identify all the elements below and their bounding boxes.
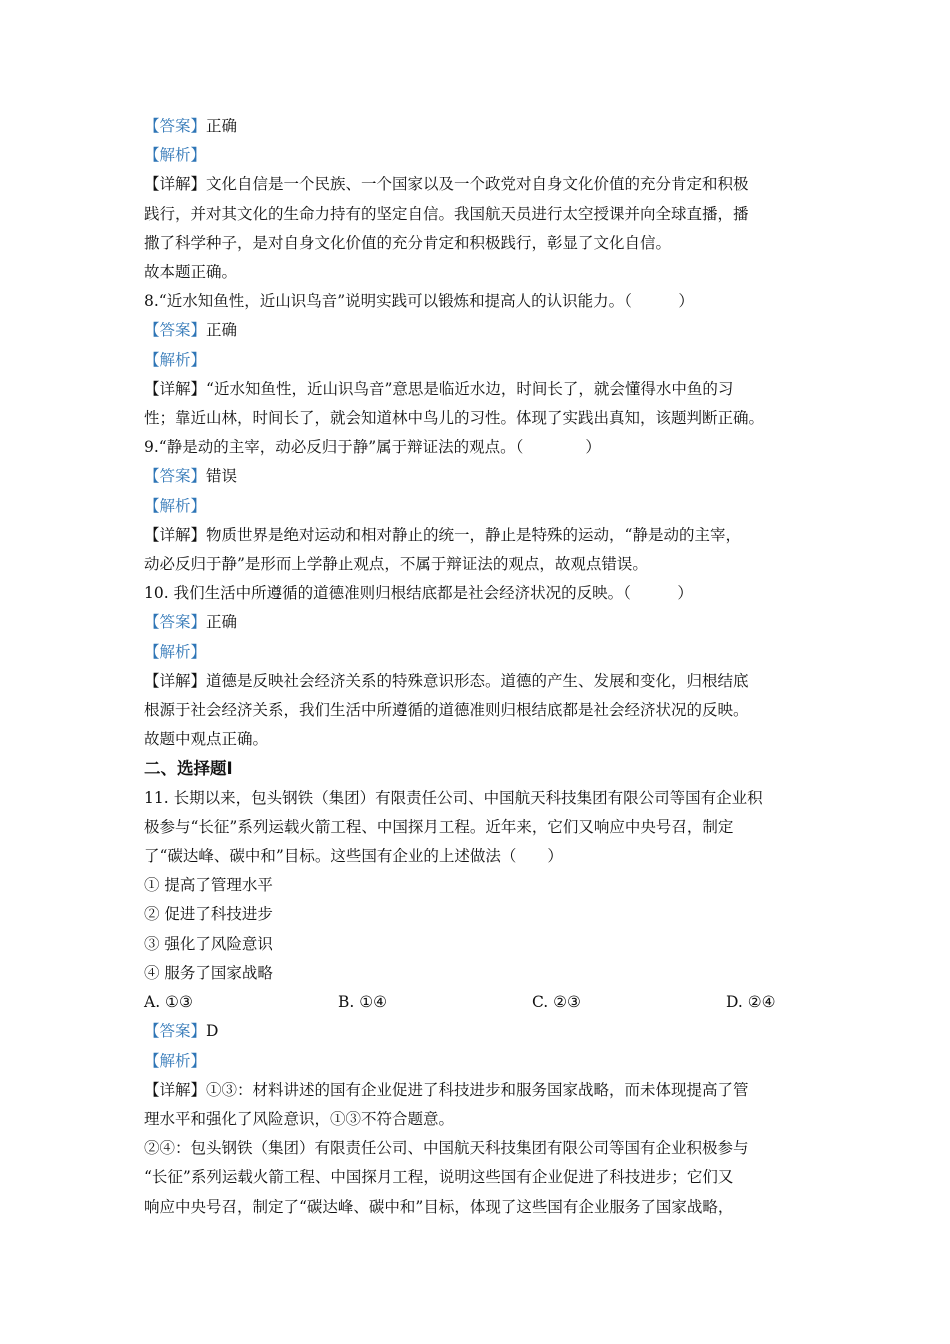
stem-line: 了“碳达峰、碳中和”目标。这些国有企业的上述做法（ ） — [144, 847, 563, 866]
line-text: 9.“静是动的主宰，动必反归于静”属于辩证法的观点。（ ） — [144, 438, 601, 457]
stem-line: 11. 长期以来，包头钢铁（集团）有限责任公司、中国航天科技集团有限公司等国有企业积 — [144, 788, 763, 807]
line-text: 性；靠近山林，时间长了，就会知道林中鸟儿的习性。体现了实践出真知，该题判断正确。 — [144, 409, 765, 428]
detail-tag: 【详解】 — [144, 379, 207, 398]
answer-tag: 【答案】 — [144, 1022, 207, 1041]
text-line — [144, 112, 812, 141]
text-line — [144, 433, 812, 462]
option-d: D. ②④ — [726, 993, 776, 1012]
answer-options — [144, 988, 812, 1017]
detail-line — [144, 1163, 812, 1192]
section-tag: 【答案】 — [144, 117, 207, 135]
line-text: 根源于社会经济关系，我们生活中所遵循的道德准则归根结底都是社会经济状况的反映。 — [144, 701, 749, 720]
detail-tag: 【详解】 — [144, 175, 207, 194]
text-line — [144, 200, 812, 229]
text-line — [144, 375, 812, 404]
answer-value: D — [206, 1022, 219, 1041]
statement-item: ③ 强化了风险意识 — [144, 934, 273, 953]
section-tag: 【答案】 — [144, 613, 207, 632]
text-line — [144, 725, 812, 754]
detail-text: 响应中央号召，制定了“碳达峰、碳中和”目标，体现了这些国有企业服务了国家战略， — [144, 1197, 734, 1216]
text-line — [144, 608, 812, 637]
option-a: A. ①③ — [144, 993, 193, 1012]
text-line — [144, 229, 812, 258]
line-text: 践行，并对其文化的生命力持有的坚定自信。我国航天员进行太空授课并向全球直播，播 — [144, 204, 749, 223]
line-text: 道德是反映社会经济关系的特殊意识形态。道德的产生、发展和变化，归根结底 — [206, 671, 749, 690]
text-block — [144, 112, 812, 754]
line-text: 正确 — [206, 613, 238, 632]
text-line — [144, 462, 812, 491]
text-line — [144, 550, 812, 579]
detail-text: ②④：包头钢铁（集团）有限责任公司、中国航天科技集团有限公司等国有企业积极参与 — [144, 1139, 749, 1158]
line-text: 正确 — [206, 321, 238, 340]
analysis-line — [144, 1047, 812, 1076]
option-b: B. ①④ — [338, 993, 388, 1012]
line-text: 物质世界是绝对运动和相对静止的统一，静止是特殊的运动，“静是动的主宰， — [206, 525, 741, 544]
section-tag: 【解析】 — [144, 350, 207, 369]
text-line — [144, 638, 812, 667]
line-text: 撒了科学种子，是对自身文化价值的充分肯定和积极践行，彰显了文化自信。 — [144, 233, 672, 252]
detail-line — [144, 1076, 812, 1105]
detail-text: ①③：材料讲述的国有企业促进了科技进步和服务国家战略，而未体现提高了管 — [206, 1080, 749, 1099]
detail-text: “长征”系列运载火箭工程、中国探月工程，说明这些国有企业促进了科技进步；它们又 — [144, 1168, 734, 1187]
statement-item: ② 促进了科技进步 — [144, 905, 273, 924]
document-page — [144, 112, 812, 1222]
text-line — [144, 258, 812, 287]
detail-line — [144, 1105, 812, 1134]
section-heading: 二、选择题Ⅰ — [144, 759, 233, 779]
line-text: 故本题正确。 — [144, 263, 238, 282]
section-tag: 【答案】 — [144, 321, 207, 340]
question-stem — [144, 784, 812, 872]
section-tag: 【解析】 — [144, 496, 207, 515]
detail-tag: 【详解】 — [144, 671, 207, 690]
text-line — [144, 696, 812, 725]
line-text: 10. 我们生活中所遵循的道德准则归根结底都是社会经济状况的反映。（ ） — [144, 584, 693, 603]
detail-line — [144, 1134, 812, 1163]
detail-tag: 【详解】 — [144, 1080, 207, 1099]
text-line — [144, 141, 812, 170]
detail-block — [144, 1076, 812, 1222]
section-tag: 【解析】 — [144, 146, 207, 165]
text-line — [144, 667, 812, 696]
text-line — [144, 492, 812, 521]
text-line — [144, 521, 812, 550]
detail-tag: 【详解】 — [144, 525, 207, 544]
line-text: 故题中观点正确。 — [144, 730, 269, 749]
analysis-tag: 【解析】 — [144, 1051, 207, 1070]
option-c: C. ②③ — [532, 993, 581, 1012]
statement-item: ① 提高了管理水平 — [144, 876, 273, 895]
text-line — [144, 316, 812, 345]
line-text: “近水知鱼性，近山识鸟音”意思是临近水边，时间长了，就会懂得水中鱼的习 — [206, 379, 734, 398]
line-text: 文化自信是一个民族、一个国家以及一个政党对自身文化价值的充分肯定和积极 — [206, 175, 749, 194]
question-11 — [144, 784, 812, 1222]
detail-text: 理水平和强化了风险意识，①③不符合题意。 — [144, 1109, 455, 1128]
section-tag: 【解析】 — [144, 642, 207, 661]
line-text: 8.“近水知鱼性，近山识鸟音”说明实践可以锻炼和提高人的认识能力。（ ） — [144, 292, 694, 311]
section-tag: 【答案】 — [144, 467, 207, 486]
detail-line — [144, 1193, 812, 1222]
statement-list — [144, 871, 812, 988]
text-line — [144, 579, 812, 608]
text-line — [144, 346, 812, 375]
line-text: 错误 — [206, 467, 238, 486]
line-text: 动必反归于静”是形而上学静止观点，不属于辩证法的观点，故观点错误。 — [144, 555, 648, 574]
text-line — [144, 404, 812, 433]
stem-line: 极参与“长征”系列运载火箭工程、中国探月工程。近年来，它们又响应中央号召，制定 — [144, 817, 734, 836]
line-text: 正确 — [206, 117, 238, 135]
answer-line — [144, 1017, 812, 1046]
text-line — [144, 287, 812, 316]
statement-item: ④ 服务了国家战略 — [144, 963, 273, 982]
text-line — [144, 170, 812, 199]
